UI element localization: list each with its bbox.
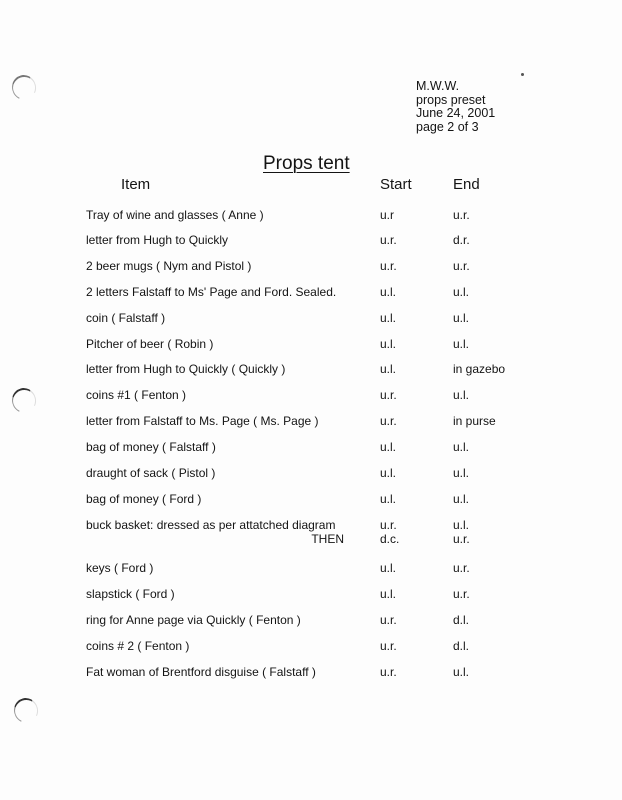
- start-cell: u.r.: [380, 388, 397, 402]
- scan-speck: [521, 73, 524, 76]
- start-cell: u.r: [380, 208, 395, 222]
- start-cell: u.r.: [380, 414, 397, 428]
- end-cell: in gazebo: [453, 362, 506, 376]
- start-cell: u.l.: [380, 587, 397, 601]
- then-label: THEN: [311, 532, 344, 546]
- item-cell: ring for Anne page via Quickly ( Fenton ): [86, 613, 301, 627]
- header-page-number: page 2 of 3: [416, 119, 479, 134]
- then-start-cell: d.c.: [380, 532, 400, 546]
- end-cell: in purse: [453, 414, 496, 428]
- end-cell: d.r.: [453, 233, 470, 247]
- end-cell: u.l.: [453, 665, 470, 679]
- end-cell: u.l.: [453, 285, 470, 299]
- column-header-item: Item: [121, 176, 151, 193]
- punch-hole-mark: [10, 695, 41, 727]
- start-cell: u.r.: [380, 518, 397, 532]
- start-cell: u.l.: [380, 311, 397, 325]
- item-cell: buck basket: dressed as per attatched diagram: [86, 518, 336, 532]
- end-cell: u.l.: [453, 492, 470, 506]
- start-cell: u.l.: [380, 285, 397, 299]
- item-cell: coins # 2 ( Fenton ): [86, 639, 190, 653]
- header-doc-type: props preset: [416, 92, 486, 107]
- column-header-start: Start: [380, 176, 412, 193]
- column-header-end: End: [453, 176, 480, 193]
- end-cell: u.l.: [453, 337, 470, 351]
- item-cell: bag of money ( Falstaff ): [86, 440, 216, 454]
- end-cell: u.l.: [453, 440, 470, 454]
- start-cell: u.l.: [380, 362, 397, 376]
- item-cell: bag of money ( Ford ): [86, 492, 202, 506]
- item-cell: slapstick ( Ford ): [86, 587, 175, 601]
- start-cell: u.l.: [380, 466, 397, 480]
- end-cell: u.r.: [453, 587, 470, 601]
- end-cell: u.l.: [453, 311, 470, 325]
- item-cell: coins #1 ( Fenton ): [86, 388, 187, 402]
- item-cell: Fat woman of Brentford disguise ( Falstaff ): [86, 665, 316, 679]
- item-cell: Pitcher of beer ( Robin ): [86, 337, 214, 351]
- end-cell: d.l.: [453, 639, 470, 653]
- end-cell: u.r.: [453, 259, 470, 273]
- end-cell: u.l.: [453, 466, 470, 480]
- page-title: Props tent: [263, 153, 350, 174]
- start-cell: u.r.: [380, 639, 397, 653]
- document-header: [416, 80, 495, 134]
- item-cell: letter from Falstaff to Ms. Page ( Ms. Page ): [86, 414, 319, 428]
- punch-hole-mark: [8, 72, 39, 104]
- header-date: June 24, 2001: [416, 106, 496, 120]
- start-cell: u.r.: [380, 259, 397, 273]
- start-cell: u.l.: [380, 492, 397, 506]
- item-cell: letter from Hugh to Quickly: [86, 233, 229, 247]
- start-cell: u.r.: [380, 613, 397, 627]
- item-cell: coin ( Falstaff ): [86, 311, 166, 325]
- start-cell: u.l.: [380, 440, 397, 454]
- item-cell: 2 letters Falstaff to Ms' Page and Ford. Sealed.: [86, 285, 337, 299]
- start-cell: u.l.: [380, 337, 397, 351]
- end-cell: u.r.: [453, 561, 470, 575]
- end-cell: u.l.: [453, 388, 470, 402]
- item-cell: Tray of wine and glasses ( Anne ): [86, 208, 264, 222]
- start-cell: u.l.: [380, 561, 397, 575]
- item-cell: draught of sack ( Pistol ): [86, 466, 216, 480]
- end-cell: u.r.: [453, 208, 470, 222]
- header-production: M.W.W.: [416, 79, 460, 93]
- start-cell: u.r.: [380, 665, 397, 679]
- end-cell: u.l.: [453, 518, 470, 532]
- punch-hole-mark: [8, 385, 39, 417]
- item-cell: letter from Hugh to Quickly ( Quickly ): [86, 362, 286, 376]
- then-end-cell: u.r.: [453, 532, 470, 546]
- item-cell: keys ( Ford ): [86, 561, 154, 575]
- start-cell: u.r.: [380, 233, 397, 247]
- item-cell: 2 beer mugs ( Nym and Pistol ): [86, 259, 252, 273]
- end-cell: d.l.: [453, 613, 470, 627]
